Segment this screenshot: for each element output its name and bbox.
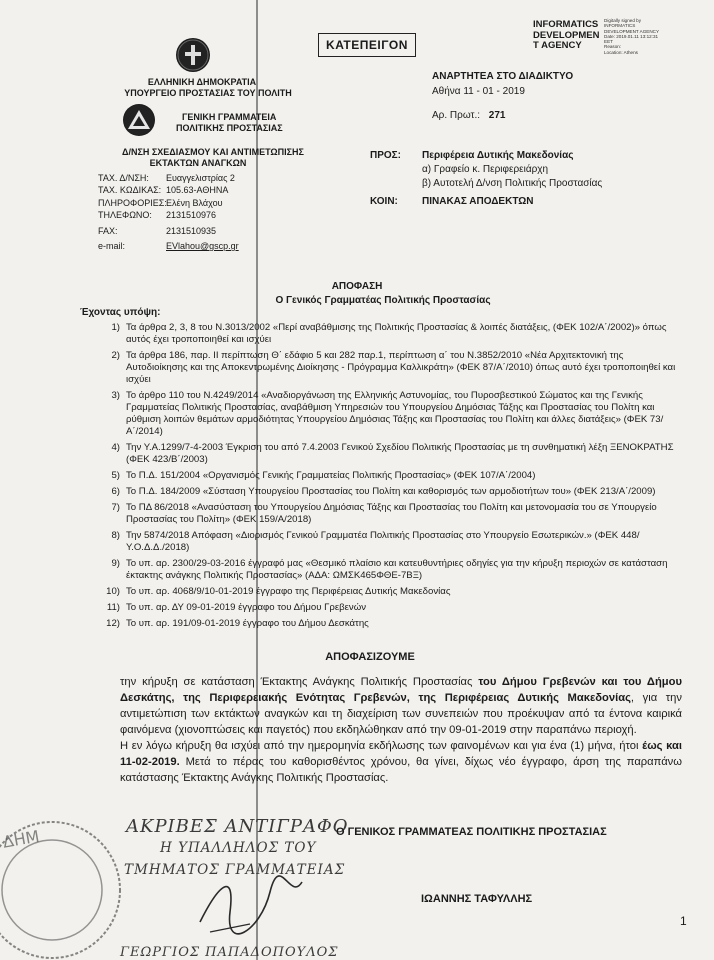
secretariat-line-2: ΠΟΛΙΤΙΚΗΣ ΠΡΟΣΤΑΣΙΑΣ [176,123,283,133]
item-number: 9) [111,558,120,569]
decision-p1-a: την κήρυξη σε κατάσταση Έκτακτης Ανάγκης Πολιτικής Προστασίας [120,676,479,688]
department-line-1: Δ/ΝΣΗ ΣΧΕΔΙΑΣΜΟΥ ΚΑΙ ΑΝΤΙΜΕΤΩΠΙΣΗΣ [122,147,304,157]
recipient-a: α) Γραφείο κ. Περιφερειάρχη [422,164,549,175]
item-text: Τα άρθρα 2, 3, 8 του Ν.3013/2002 «Περί αναβάθμισης της Πολιτικής Προστασίας & λοιπές διατάξεις, (ΦΕΚ 102/Α΄/2002)» όπως αυτός έχει τροποποιηθεί και ισχύει [126,322,667,345]
item-number: 5) [111,470,120,481]
signatory-name: ΙΩΑΝΝΗΣ ΤΑΦΥΛΛΗΣ [421,893,533,905]
signatory-title: Ο ΓΕΝΙΚΟΣ ΓΡΑΜΜΑΤΕΑΣ ΠΟΛΙΤΙΚΗΣ ΠΡΟΣΤΑΣΙΑΣ [336,826,607,838]
urgent-label: ΚΑΤΕΠΕΙΓΟΝ [318,33,416,57]
item-text: Το υπ. αρ. 4068/9/10-01-2019 έγγραφο της Περιφέρειας Δυτικής Μακεδονίας [126,586,451,597]
item-number: 11) [106,602,120,613]
stamp-employee-line: Η ΥΠΑΛΛΗΛΟΣ ΤΟΥ [160,840,317,856]
ministry-header [124,77,292,99]
department-line-2: ΕΚΤΑΚΤΩΝ ΑΝΑΓΚΩΝ [149,158,247,168]
decide-heading: ΑΠΟΦΑΣΙΖΟΥΜΕ [325,651,415,663]
ministry-line-1: ΕΛΛΗΝΙΚΗ ΔΗΜΟΚΡΑΤΙΑ [147,77,257,87]
email-link[interactable]: EVlahou@gscp.gr [166,241,239,252]
item-number: 2) [111,350,120,361]
stamp-clerk-name: ΓΕΩΡΓΙΟΣ ΠΑΠΑΔΟΠΟΥΛΟΣ [120,945,339,960]
cc-label: ΚΟΙΝ: [370,196,398,207]
department-name [93,147,333,169]
item-text: Την 5874/2018 Απόφαση «Διορισμός Γενικού Γραμματέα Πολιτικής Προστασίας στο Υπουργείο Εσωτερικών.» (ΦΕΚ 448/Υ.Ο.Δ.Δ./2018) [126,530,640,553]
contact-email [98,240,239,252]
item-text: Τα άρθρα 186, παρ. ΙΙ περίπτωση Θ΄ εδάφιο 5 και 282 παρ.1, περίπτωση α΄ του Ν.3852/2010 «Νέα Αρχιτεκτονική της Αυτοδιοίκησης και της Αποκεντρωμένης Διοίκησης - Πρόγραμμα Καλλικράτη» (ΦΕΚ 87/Α΄/2010) όπως αυτό έχει τροποποιηθεί και ισχύει [126,350,676,385]
ministry-line-2: ΥΠΟΥΡΓΕΙΟ ΠΡΟΣΤΑΣΙΑΣ ΤΟΥ ΠΟΛΙΤΗ [124,88,292,98]
info-value: Ελένη Βλάχου [166,197,223,208]
considerations-list [96,322,686,634]
phone-label: ΤΗΛΕΦΩΝΟ: [98,210,152,221]
list-item [96,530,686,554]
ida-stamp-line-3: T AGENCY [533,40,582,51]
ida-stamp-line-1: INFORMATICS [533,19,599,30]
decision-p1-b: του Δήμου Γρεβενών και του Δήμου Δεσκάτης, της Περιφερειακής Ενότητας Γρεβενών, της Περιφέρειας Δυτικής Μακεδονίας [120,676,682,704]
recipient-main: Περιφέρεια Δυτικής Μακεδονίας [422,150,574,161]
info-label: ΠΛΗΡΟΦΟΡΙΕΣ: [98,197,167,208]
item-text: Το Π.Δ. 184/2009 «Σύσταση Υπουργείου Προστασίας του Πολίτη και καθορισμός των αρμοδιοτήτων του» (ΦΕΚ 213/Α΄/2009) [126,486,656,497]
contact-phone [98,209,239,221]
svg-text:ΔΗΜ: ΔΗΜ [1,826,41,852]
decision-p2-c: Μετά το πέρας του καθορισθέντος χρόνου, θα γίνει, δίχως νέο έγγραφο, άρση της παραπάνω κατάστασης Έκτακτης Ανάγκης Πολιτικής Προστασίας. [120,756,682,784]
secretariat-header [168,112,288,134]
list-item [96,558,686,582]
address-label: ΤΑΧ. Δ/ΝΣΗ: [98,173,149,183]
item-text: Το υπ. αρ. 191/09-01-2019 έγγραφο του Δήμου Δεσκάτης [126,618,369,629]
official-round-stamp-icon [0,800,142,960]
phone-value: 2131510976 [166,210,217,221]
considering-label: Έχοντας υπόψη: [80,307,161,318]
decision-body [120,674,682,786]
postcode-label: ΤΑΧ. ΚΩΔΙΚΑΣ: [98,185,162,196]
list-item [96,502,686,526]
item-text: Το υπ. αρ. ΔΥ 09-01-2019 έγγραφο του Δήμου Γρεβενών [126,602,367,613]
list-item [96,586,686,598]
civil-protection-emblem-icon [123,104,155,136]
list-item [96,322,686,346]
cc-value: ΠΙΝΑΚΑΣ ΑΠΟΔΕΚΤΩΝ [422,196,534,207]
dsig-line-5: EET [604,39,613,45]
page-number: 1 [680,914,687,928]
list-item [96,486,686,498]
item-text: Το ΠΔ 86/2018 «Ανασύσταση του Υπουργείου Δημόσιας Τάξης και Προστασίας του Πολίτη και μετονομασία του σε Υπουργείο Προστασίας του Πολίτη» (ΦΕΚ 159/Α/2018) [126,502,657,525]
document-date: Αθήνα 11 - 01 - 2019 [432,86,525,97]
posted-online-label: ΑΝΑΡΤΗΤΕΑ ΣΤΟ ΔΙΑΔΙΚΤΥΟ [432,71,574,82]
secretariat-line-1: ΓΕΝΙΚΗ ΓΡΑΜΜΑΤΕΙΑ [182,112,277,122]
greek-coat-of-arms-icon [176,38,210,72]
list-item [96,470,686,482]
address-value: Ευαγγελιστρίας 2 [166,173,235,183]
item-number: 1) [111,322,120,333]
item-text: Το Π.Δ. 151/2004 «Οργανισμός Γενικής Γραμματείας Πολιτικής Προστασίας» (ΦΕΚ 107/Α΄/2004) [126,470,536,481]
decision-subtitle: Ο Γενικός Γραμματέας Πολιτικής Προστασίας [275,295,491,306]
dsig-line-3: DEVELOPMENT AGENCY [604,28,660,34]
item-text: Την Υ.Α.1299/7-4-2003 Έγκριση του από 7.4.2003 Γενικού Σχεδίου Πολιτικής Προστασίας με τη συνθηματική λέξη ΞΕΝΟΚΡΑΤΗΣ (ΦΕΚ 423/Β΄/2003) [126,442,674,465]
item-text: Το άρθρο 110 του Ν.4249/2014 «Αναδιοργάνωση της Ελληνικής Αστυνομίας, του Πυροσβεστικού Σώματος και της Γενικής Γραμματείας Πολιτικής Προστασίας, αναβάθμιση Υπηρεσιών του Υπουργείου Δημόσιας Τάξης και Προστασίας του Πολίτη και ρύθμιση λοιπών θεμάτων αρμοδιότητας Υπουργείου Δημόσιας Τάξης και Προστασίας του Πολίτη και άλλες διατάξεις» (ΦΕΚ 73/Α΄/2014) [126,390,664,437]
dsig-line-1: Digitally signed by [604,18,642,23]
exact-copy-stamp: ΑΚΡΙΒΕΣ ΑΝΤΙΓΡΑΦΟ [126,816,349,837]
decision-paragraph-2 [120,738,682,786]
sender-contact-details [98,172,239,252]
dsig-line-6: Reason: [604,44,622,50]
list-item [96,442,686,466]
contact-fax [98,225,239,237]
postcode-value: 105.63-ΑΘΗΝΑ [166,185,229,196]
item-number: 6) [111,486,120,497]
item-number: 7) [111,502,120,513]
item-text: Το υπ. αρ. 2300/29-03-2016 έγγραφό μας «Θεσμικό πλαίσιο και κατευθυντήριες οδηγίες για την κήρυξη περιοχών σε κατάσταση έκτακτης ανάγκης Πολιτικής Προστασίας» (ΑΔΑ: ΩΜΣΚ465ΦΘΕ-7ΒΞ) [126,558,668,581]
protocol-label: Αρ. Πρωτ.: [432,110,480,121]
decision-p1-c: , για την αντιμετώπιση των εκτάκτων αναγκών και τη διαχείριση των συνεπειών που προέκυψαν από τα έντονα καιρικά φαινόμενα (χιονοπτώσεις και παγετός) που εκδηλώθηκαν από την 09-01-2019 στην παραπάνω περιοχή. [120,692,682,736]
fax-label: FAX: [98,225,118,236]
digital-signature-block [604,18,659,55]
protocol-value: 271 [488,110,506,121]
decision-paragraph-1 [120,674,682,738]
dsig-line-7: Location: Athens [604,49,638,55]
to-label: ΠΡΟΣ: [370,150,402,161]
list-item [96,618,686,630]
item-number: 12) [106,618,120,629]
list-item [96,602,686,614]
contact-address [98,172,239,184]
decision-title: ΑΠΟΦΑΣΗ [331,281,383,292]
ida-stamp [533,20,600,52]
list-item [96,350,686,386]
protocol-number [432,110,505,121]
item-number: 3) [111,390,120,401]
fax-value: 2131510935 [166,225,217,236]
decision-p2-a: Η εν λόγω κήρυξη θα ισχύει από την ημερομηνία εκδήλωσης των φαινομένων και για ένα (1) μήνα, ήτοι [120,740,643,752]
stamp-department-line: ΤΜΗΜΑΤΟΣ ΓΡΑΜΜΑΤΕΙΑΣ [124,862,346,878]
dsig-line-2: INFORMATICS [604,23,636,29]
item-number: 4) [111,442,120,453]
recipient-b: β) Αυτοτελή Δ/νση Πολιτικής Προστασίας [422,178,603,189]
dsig-line-4: Date: 2019.01.11 13:12:31 [604,33,659,39]
contact-postcode [98,184,239,196]
item-number: 10) [106,586,120,597]
email-label: e-mail: [98,241,126,252]
item-number: 8) [111,530,120,541]
ida-stamp-line-2: DEVELOPMEN [533,29,600,41]
list-item [96,390,686,438]
contact-info [98,197,239,209]
decision-p2-b: έως και 11-02-2019. [120,740,682,768]
handwritten-signature-icon [190,862,310,942]
